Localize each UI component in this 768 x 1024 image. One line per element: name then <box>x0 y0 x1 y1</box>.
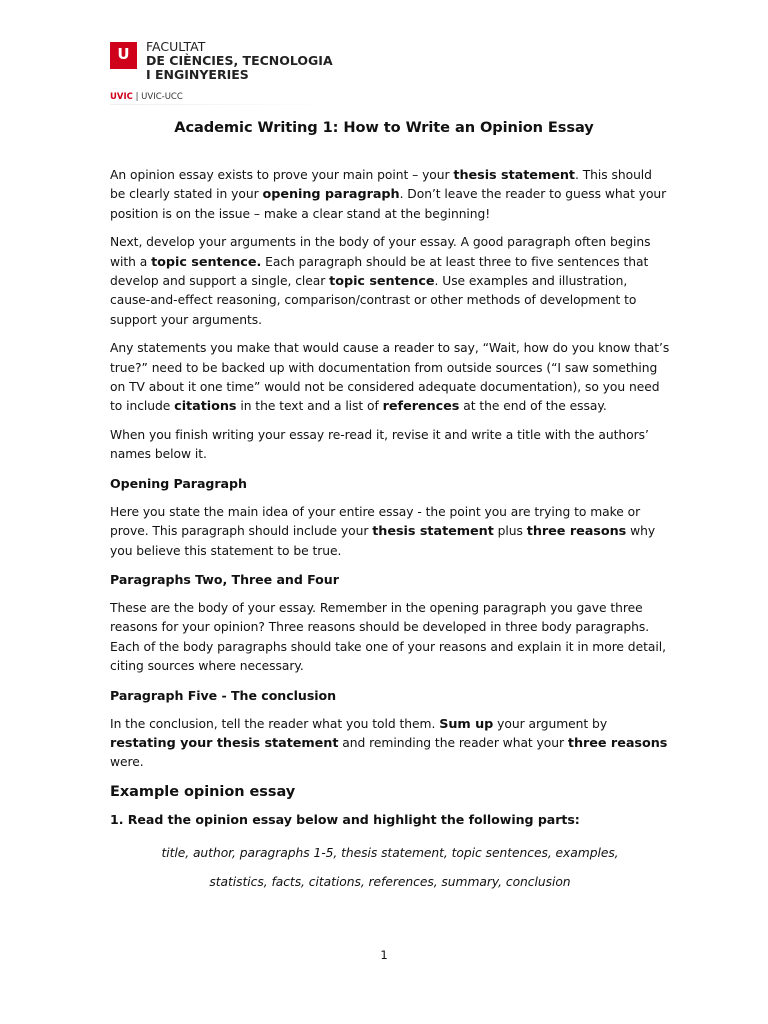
paragraph-thesis: An opinion essay exists to prove your main point – your thesis statement. This should be clearly stated in your opening paragraph. Don’t leave the reader to guess what your position is on the issue – make a clear stand at the beginning! <box>110 168 667 221</box>
paragraph-opening: Here you state the main idea of your entire essay - the point you are trying to make or prove. This paragraph should include your thesis statement plus three reasons why you believe this statement to be true. <box>110 504 656 558</box>
logo-mark-letter: U <box>117 45 130 63</box>
paragraph-body: These are the body of your essay. Remember in the opening paragraph you gave three reasons for your opinion? Three reasons should be developed in three body paragraphs. Each of the body paragraphs should take one of your reasons and explain it in more detail, citing sources where necessary. <box>110 601 666 674</box>
heading-task: 1. Read the opinion essay below and highlight the following parts: <box>110 812 580 828</box>
page-number: 1 <box>380 948 388 962</box>
logo-sub-rest: | UVIC-UCC <box>132 92 183 102</box>
logo-sub-uvic: UVIC <box>110 92 133 102</box>
paragraph-arguments: Next, develop your arguments in the body of your essay. A good paragraph often begins with a topic sentence. Each paragraph should be at least three to five sentences that develop and support a single, clear topic sentence. Use examples and illustration, cause-and-effect reasoning, comparison/contrast or other methods of development to support your arguments. <box>110 235 651 327</box>
heading-conclusion: Paragraph Five - The conclusion <box>110 687 337 703</box>
logo-line-1: FACULTAT <box>146 39 206 54</box>
logo-line-2: DE CIÈNCIES, TECNOLOGIA <box>146 53 333 68</box>
document-body <box>110 166 670 898</box>
document-title: Academic Writing 1: How to Write an Opinion Essay <box>174 119 594 136</box>
logo-divider <box>110 104 335 105</box>
task-parts-line-2: statistics, facts, citations, references, summary, conclusion <box>209 875 571 890</box>
uvic-logo-mark <box>110 42 137 69</box>
task-parts-line-1: title, author, paragraphs 1-5, thesis statement, topic sentences, examples, <box>161 845 619 860</box>
heading-example-essay: Example opinion essay <box>110 784 296 801</box>
logo-subtitle <box>110 92 183 102</box>
heading-body-paragraphs: Paragraphs Two, Three and Four <box>110 572 339 588</box>
paragraph-revise: When you finish writing your essay re-read it, revise it and write a title with the authors’ names below it. <box>110 428 649 462</box>
logo-line-3: I ENGINYERIES <box>146 67 249 82</box>
logo-wordmark <box>146 40 386 82</box>
heading-opening-paragraph: Opening Paragraph <box>110 476 247 492</box>
paragraph-conclusion: In the conclusion, tell the reader what you told them. Sum up your argument by restating your thesis statement and reminding the reader what your three reasons were. <box>110 716 668 770</box>
paragraph-citations: Any statements you make that would cause a reader to say, “Wait, how do you know that’s true?” need to be backed up with documentation from outside sources (“I saw something on TV about it one time” would not be considered adequate documentation), so you need to include citations in the text and a list of references at the end of the essay. <box>110 341 670 415</box>
